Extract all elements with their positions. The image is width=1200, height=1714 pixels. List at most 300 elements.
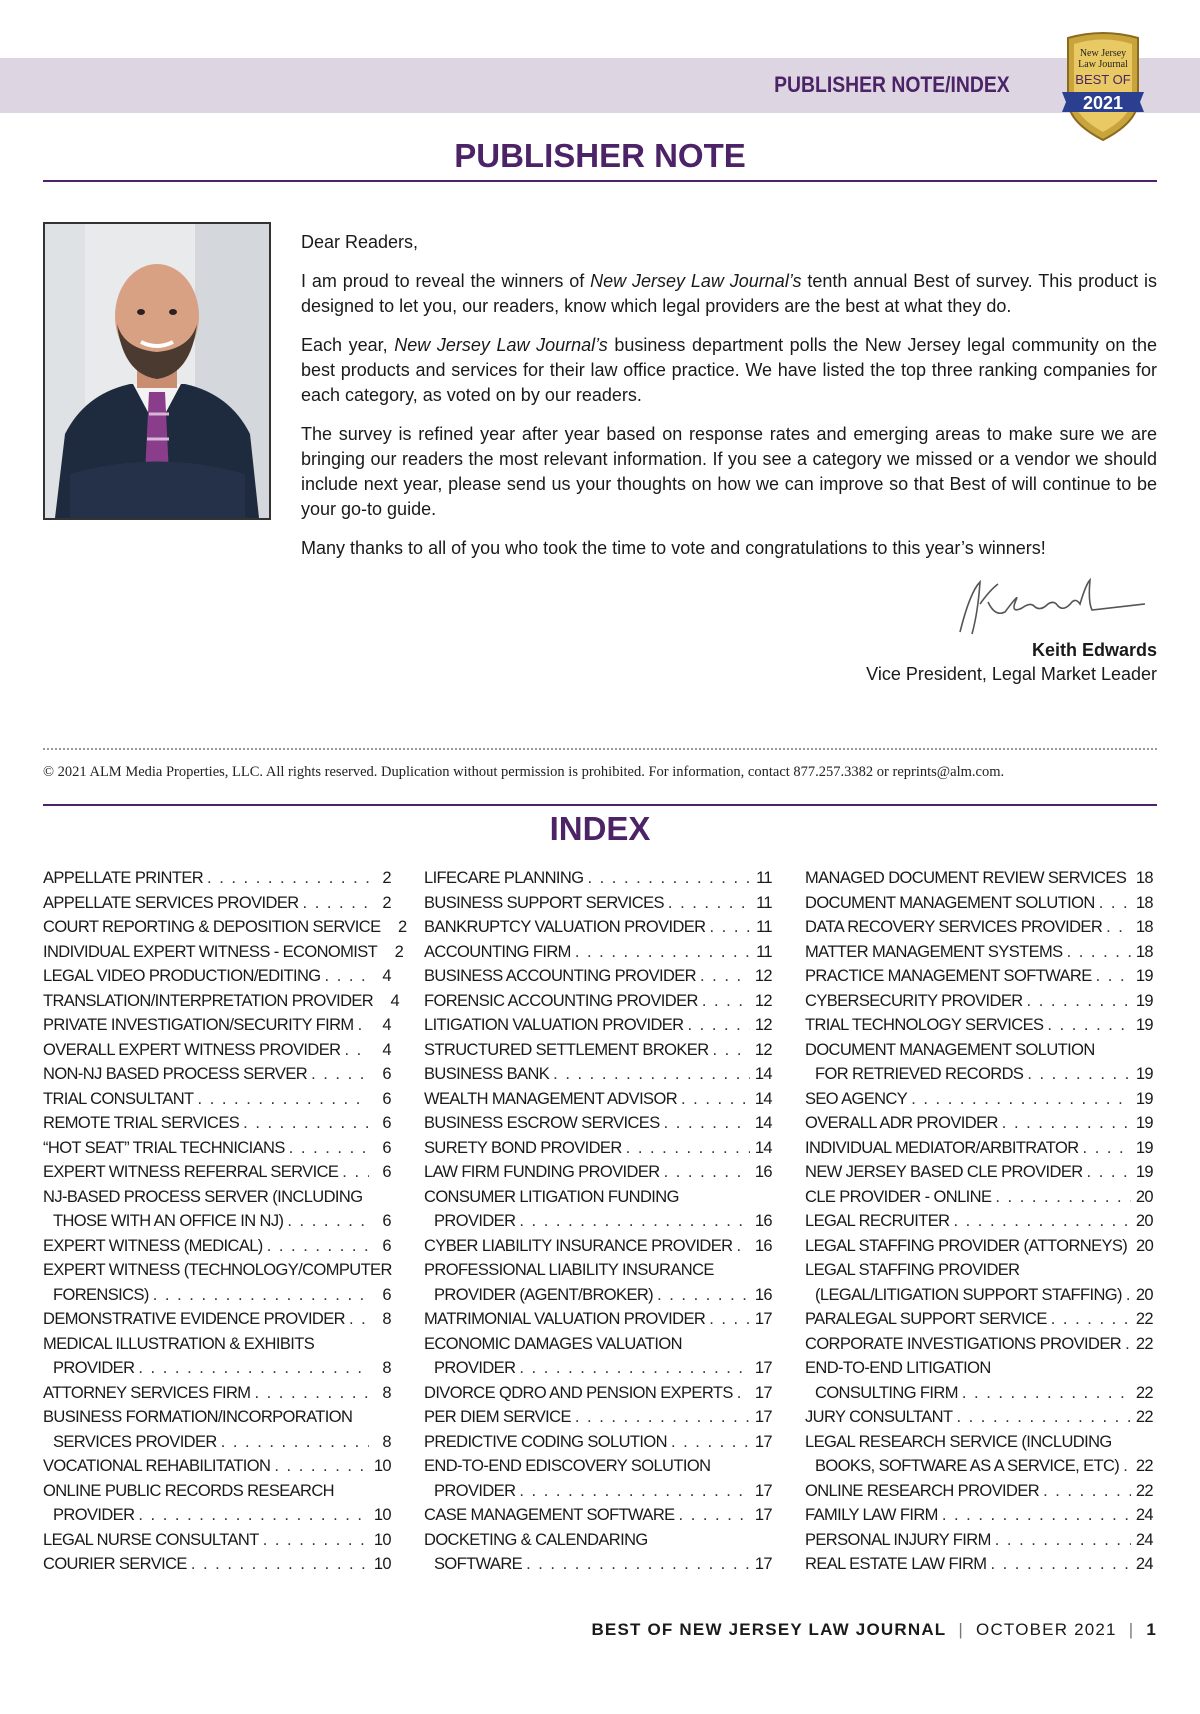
index-entry-label: SERVICES PROVIDER — [53, 1432, 217, 1451]
index-entry — [424, 1552, 772, 1577]
index-entry-label: REMOTE TRIAL SERVICES — [43, 1114, 240, 1132]
index-entry-page: 6 — [382, 1089, 391, 1108]
index-entry-label: OVERALL EXPERT WITNESS PROVIDER — [43, 1040, 341, 1059]
index-entry — [43, 1405, 391, 1430]
index-leader-dots — [519, 1479, 750, 1504]
index-entry — [43, 1381, 391, 1406]
index-entry — [424, 891, 772, 916]
index-entry — [424, 1234, 772, 1259]
index-entry-page: 14 — [754, 1114, 772, 1132]
index-entry-page: 17 — [754, 1383, 772, 1402]
index-entry-page: 17 — [754, 1310, 772, 1328]
index-leader-dots — [303, 891, 369, 916]
footer-separator: | — [1128, 1620, 1135, 1639]
index-entry-label: DOCUMENT MANAGEMENT SOLUTION — [805, 1040, 1095, 1059]
index-entry — [43, 1479, 391, 1504]
footer-issue: OCTOBER 2021 — [976, 1620, 1117, 1639]
index-entry — [805, 940, 1153, 965]
index-entry-page: 6 — [382, 1065, 391, 1083]
index-entry — [424, 940, 772, 965]
index-entry-page: 6 — [382, 1138, 391, 1157]
footer-separator: | — [958, 1620, 965, 1639]
index-entry-page: 4 — [382, 967, 391, 985]
index-leader-dots — [1099, 891, 1131, 916]
index-entry-page: 22 — [1135, 1334, 1153, 1353]
index-entry — [43, 1136, 391, 1161]
index-entry-label: REAL ESTATE LAW FIRM — [805, 1555, 987, 1573]
index-entry-label: LIFECARE PLANNING — [424, 869, 584, 887]
index-entry-page: 19 — [1135, 1163, 1153, 1181]
index-entry — [424, 1356, 772, 1381]
index-column-3 — [805, 866, 1153, 1577]
index-leader-dots — [1087, 1160, 1131, 1185]
index-leader-dots — [526, 1552, 750, 1577]
index-entry-label: BOOKS, SOFTWARE AS A SERVICE, ETC) — [815, 1457, 1120, 1475]
page-footer — [591, 1620, 1157, 1640]
index-entry — [43, 1062, 391, 1087]
index-entry — [424, 1111, 772, 1136]
index-entry — [43, 1111, 391, 1136]
index-leader-dots — [1106, 915, 1131, 940]
index-entry — [424, 1038, 772, 1063]
index-entry-label: MATRIMONIAL VALUATION PROVIDER — [424, 1310, 706, 1328]
index-leader-dots — [942, 1503, 1131, 1528]
index-entry-label: NON-NJ BASED PROCESS SERVER — [43, 1065, 308, 1083]
index-entry-page: 19 — [1135, 1089, 1153, 1108]
index-entry — [424, 1528, 772, 1553]
index-entry-label: BUSINESS ACCOUNTING PROVIDER — [424, 967, 696, 985]
index-entry-label: INDIVIDUAL MEDIATOR/ARBITRATOR — [805, 1138, 1079, 1157]
index-entry-page: 11 — [756, 942, 772, 961]
index-leader-dots — [995, 1185, 1131, 1210]
index-leader-dots — [626, 1136, 750, 1161]
index-entry — [424, 1479, 772, 1504]
index-entry-label: THOSE WITH AN OFFICE IN NJ) — [53, 1212, 284, 1230]
index-entry-page: 12 — [754, 1040, 772, 1059]
index-leader-dots — [138, 1503, 369, 1528]
index-entry-page: 20 — [1135, 1187, 1153, 1206]
index-title: INDEX — [549, 810, 651, 847]
letter-greeting: Dear Readers, — [301, 232, 419, 252]
index-leader-dots — [587, 866, 750, 891]
letter-paragraph-2: Each year, New Jersey Law Journal’s business department polls the New Jersey legal community on the best products and services for their law office practice. We have listed the top three ranking companies for each category, as voted on by our readers. — [301, 335, 1157, 405]
index-leader-dots — [289, 1136, 369, 1161]
index-entry — [43, 1013, 391, 1038]
index-entry-label: PRIVATE INVESTIGATION/SECURITY FIRM — [43, 1016, 354, 1034]
publisher-note-title: PUBLISHER NOTE — [454, 137, 746, 174]
index-entry — [805, 891, 1153, 916]
index-entry — [805, 1062, 1153, 1087]
index-entry-page: 24 — [1135, 1530, 1153, 1549]
index-entry-page: 17 — [754, 1408, 772, 1426]
index-entry-label: MEDICAL ILLUSTRATION & EXHIBITS — [43, 1334, 315, 1353]
index-column-2 — [424, 866, 772, 1577]
index-leader-dots — [664, 1111, 750, 1136]
header-band — [0, 58, 1200, 113]
index-leader-dots — [575, 1405, 750, 1430]
index-entry-page: 18 — [1135, 869, 1153, 887]
index-leader-dots — [254, 1381, 369, 1406]
index-entry-label: COURT REPORTING & DEPOSITION SERVICE — [43, 918, 381, 936]
index-entry-label: CORPORATE INVESTIGATIONS PROVIDER — [805, 1334, 1122, 1353]
index-entry-label: JURY CONSULTANT — [805, 1408, 953, 1426]
signer-title: Vice President, Legal Market Leader — [866, 664, 1157, 684]
index-entry — [805, 1111, 1153, 1136]
index-entry — [805, 1013, 1153, 1038]
index-entry-label: EXPERT WITNESS (MEDICAL) — [43, 1236, 263, 1255]
badge-year: 2021 — [1082, 93, 1124, 113]
index-entry-label: ECONOMIC DAMAGES VALUATION — [424, 1334, 682, 1353]
index-entry-page: 11 — [756, 893, 772, 912]
index-entry — [43, 1528, 391, 1553]
index-entry — [805, 915, 1153, 940]
index-leader-dots — [1047, 1013, 1131, 1038]
index-entry-page: 2 — [397, 918, 407, 936]
index-entry — [43, 1356, 391, 1381]
index-entry-label: CYBERSECURITY PROVIDER — [805, 991, 1023, 1010]
badge-line2: Law Journal — [1078, 59, 1128, 70]
index-leader-dots — [287, 1209, 369, 1234]
index-leader-dots — [519, 1356, 750, 1381]
index-entry-page: 16 — [754, 1163, 772, 1181]
index-leader-dots — [243, 1111, 369, 1136]
index-entry-label: SEO AGENCY — [805, 1089, 908, 1108]
index-entry — [43, 1087, 391, 1112]
index-entry-page: 11 — [756, 918, 772, 936]
index-entry-page: 6 — [382, 1285, 391, 1304]
index-entry-label: PROVIDER — [53, 1506, 135, 1524]
index-entry-label: ONLINE PUBLIC RECORDS RESEARCH — [43, 1481, 334, 1500]
index-entry — [805, 1381, 1153, 1406]
index-entry-label: DOCKETING & CALENDARING — [424, 1530, 648, 1549]
index-leader-dots — [1126, 1283, 1131, 1308]
index-entry-label: PARALEGAL SUPPORT SERVICE — [805, 1310, 1047, 1328]
index-entry-label: END-TO-END EDISCOVERY SOLUTION — [424, 1457, 711, 1475]
index-entry — [424, 915, 772, 940]
index-entry-label: LEGAL RESEARCH SERVICE (INCLUDING — [805, 1432, 1112, 1451]
index-entry-page: 8 — [382, 1383, 391, 1402]
index-leader-dots — [311, 1062, 369, 1087]
index-entry-page: 6 — [382, 1163, 391, 1181]
index-entry-label: BUSINESS SUPPORT SERVICES — [424, 893, 664, 912]
index-entry — [43, 1503, 391, 1528]
index-entry-label: PROVIDER (AGENT/BROKER) — [434, 1285, 654, 1304]
index-leader-dots — [1123, 1454, 1131, 1479]
index-rule — [43, 804, 1157, 806]
best-of-badge-icon — [1058, 30, 1148, 142]
index-entry-label: LAW FIRM FUNDING PROVIDER — [424, 1163, 660, 1181]
index-entry-page: 24 — [1135, 1506, 1153, 1524]
index-entry-page: 10 — [373, 1506, 391, 1524]
index-entry-label: DOCUMENT MANAGEMENT SOLUTION — [805, 893, 1095, 912]
index-entry-label: PREDICTIVE CODING SOLUTION — [424, 1432, 667, 1451]
index-leader-dots — [1096, 964, 1131, 989]
index-entry — [805, 1430, 1153, 1455]
index-leader-dots — [962, 1381, 1131, 1406]
index-entry-label: APPELLATE PRINTER — [43, 869, 204, 887]
index-entry-page: 17 — [754, 1481, 772, 1500]
index-leader-dots — [267, 1234, 369, 1259]
index-entry-page: 14 — [754, 1138, 772, 1157]
index-entry-page: 19 — [1135, 1065, 1153, 1083]
index-entry-label: PROFESSIONAL LIABILITY INSURANCE — [424, 1261, 714, 1279]
index-entry — [43, 964, 391, 989]
index-entry — [424, 1209, 772, 1234]
index-leader-dots — [956, 1405, 1131, 1430]
index-entry-page: 14 — [754, 1065, 772, 1083]
letter-paragraph-1: I am proud to reveal the winners of New Jersey Law Journal’s tenth annual Best of survey. This product is designed to let you, our readers, know which legal providers are the best at what they do. — [301, 271, 1157, 316]
index-entry — [43, 1038, 391, 1063]
index-entry — [805, 964, 1153, 989]
index-entry-label: EXPERT WITNESS REFERRAL SERVICE — [43, 1163, 339, 1181]
badge-line3: BEST OF — [1075, 72, 1131, 87]
index-entry — [805, 1332, 1153, 1357]
index-entry — [43, 1185, 391, 1210]
index-entry-label: BUSINESS ESCROW SERVICES — [424, 1114, 660, 1132]
index-entry — [805, 1528, 1153, 1553]
index-entry-label: LEGAL VIDEO PRODUCTION/EDITING — [43, 967, 321, 985]
index-entry — [424, 1503, 772, 1528]
index-entry-label: FOR RETRIEVED RECORDS — [815, 1065, 1024, 1083]
index-entry-page: 22 — [1135, 1383, 1153, 1402]
index-entry-page: 17 — [754, 1432, 772, 1451]
index-entry-page: 16 — [754, 1212, 772, 1230]
index-entry — [424, 989, 772, 1014]
index-leader-dots — [1002, 1111, 1131, 1136]
index-entry-page: 2 — [382, 893, 391, 912]
index-leader-dots — [709, 1307, 750, 1332]
index-entry — [805, 1209, 1153, 1234]
index-leader-dots — [995, 1528, 1131, 1553]
index-entry-label: PROVIDER — [434, 1212, 516, 1230]
index-entry — [805, 866, 1153, 891]
index-entry-page: 22 — [1135, 1310, 1153, 1328]
index-entry-page: 22 — [1135, 1408, 1153, 1426]
index-entry — [424, 1283, 772, 1308]
index-leader-dots — [990, 1552, 1131, 1577]
index-entry — [43, 1307, 391, 1332]
index-leader-dots — [198, 1087, 369, 1112]
index-entry — [43, 1454, 391, 1479]
index-entry-page: 11 — [756, 869, 772, 887]
index-leader-dots — [668, 891, 750, 916]
publisher-photo — [43, 222, 271, 520]
index-leader-dots — [519, 1209, 750, 1234]
index-entry — [805, 1283, 1153, 1308]
index-leader-dots — [325, 964, 369, 989]
index-entry — [424, 1062, 772, 1087]
index-entry-label: ONLINE RESEARCH PROVIDER — [805, 1481, 1040, 1500]
index-entry — [805, 1503, 1153, 1528]
index-entry — [805, 1479, 1153, 1504]
index-leader-dots — [1067, 940, 1131, 965]
index-leader-dots — [575, 940, 750, 965]
index-leader-dots — [1125, 1332, 1131, 1357]
index-entry — [43, 866, 391, 891]
index-entry-label: LEGAL NURSE CONSULTANT — [43, 1530, 259, 1549]
index-entry-page: 4 — [390, 991, 400, 1010]
index-entry-label: EXPERT WITNESS (TECHNOLOGY/COMPUTER — [43, 1261, 392, 1279]
index-entry — [805, 1258, 1153, 1283]
index-entry-label: OVERALL ADR PROVIDER — [805, 1114, 998, 1132]
index-entry-label: NEW JERSEY BASED CLE PROVIDER — [805, 1163, 1083, 1181]
index-entry-page: 22 — [1135, 1457, 1153, 1475]
index-entry-page: 12 — [754, 1016, 772, 1034]
index-entry-page: 12 — [754, 967, 772, 985]
index-entry — [424, 866, 772, 891]
index-entry-label: BUSINESS BANK — [424, 1065, 550, 1083]
index-entry — [805, 1136, 1153, 1161]
index-entry — [805, 1356, 1153, 1381]
index-entry-page: 17 — [754, 1359, 772, 1377]
index-entry-label: PER DIEM SERVICE — [424, 1408, 571, 1426]
index-entry-label: LEGAL RECRUITER — [805, 1212, 950, 1230]
index-entry-label: LEGAL STAFFING PROVIDER — [805, 1261, 1020, 1279]
index-entry — [805, 1552, 1153, 1577]
index-entry-label: COURIER SERVICE — [43, 1555, 187, 1573]
index-entry-page: 19 — [1135, 967, 1153, 985]
index-entry — [424, 1405, 772, 1430]
index-entry — [805, 1454, 1153, 1479]
index-entry-label: TRIAL TECHNOLOGY SERVICES — [805, 1016, 1044, 1034]
index-leader-dots — [207, 866, 369, 891]
index-entry-label: FORENSICS) — [53, 1285, 149, 1304]
index-entry-page: 8 — [382, 1310, 391, 1328]
index-entry-label: SOFTWARE — [434, 1555, 523, 1573]
index-entry-label: SURETY BOND PROVIDER — [424, 1138, 622, 1157]
index-leader-dots — [138, 1356, 369, 1381]
index-entry — [805, 989, 1153, 1014]
index-entry-page: 19 — [1135, 1114, 1153, 1132]
index-entry-label: TRIAL CONSULTANT — [43, 1089, 194, 1108]
index-entry — [424, 964, 772, 989]
index-leader-dots — [713, 1038, 750, 1063]
index-leader-dots — [911, 1087, 1131, 1112]
index-entry-page: 19 — [1135, 991, 1153, 1010]
index-entry-label: ACCOUNTING FIRM — [424, 942, 571, 961]
index-entry-page: 12 — [754, 991, 772, 1010]
footer-page-number: 1 — [1146, 1620, 1157, 1639]
index-entry-label: CYBER LIABILITY INSURANCE PROVIDER — [424, 1236, 733, 1255]
letter-paragraph-4: Many thanks to all of you who took the time to vote and congratulations to this year’s winners! — [301, 538, 1046, 558]
index-entry-page: 4 — [382, 1040, 391, 1059]
index-entry-label: CLE PROVIDER - ONLINE — [805, 1187, 992, 1206]
index-entry-page: 6 — [382, 1212, 391, 1230]
index-entry — [424, 1160, 772, 1185]
letter-body — [301, 230, 1157, 575]
index-leader-dots — [1083, 1136, 1131, 1161]
index-leader-dots — [679, 1503, 750, 1528]
index-leader-dots — [349, 1307, 369, 1332]
index-entry-page: 19 — [1135, 1016, 1153, 1034]
index-entry-label: CONSULTING FIRM — [815, 1383, 958, 1402]
index-leader-dots — [737, 1381, 750, 1406]
index-entry-page: 8 — [382, 1359, 391, 1377]
index-column-1 — [43, 866, 407, 1577]
index-entry-page: 19 — [1135, 1138, 1153, 1157]
index-entry — [424, 1454, 772, 1479]
index-entry — [43, 891, 391, 916]
index-entry-label: MANAGED DOCUMENT REVIEW SERVICES — [805, 869, 1127, 887]
index-entry-label: INDIVIDUAL EXPERT WITNESS - ECONOMIST — [43, 942, 378, 961]
index-leader-dots — [681, 1087, 750, 1112]
index-entry-label: DATA RECOVERY SERVICES PROVIDER — [805, 918, 1103, 936]
index-entry — [43, 1552, 391, 1577]
copyright-notice: © 2021 ALM Media Properties, LLC. All rights reserved. Duplication without permission is prohibited. For information, contact 877.257.3382 or reprints@alm.com. — [43, 764, 1005, 780]
index-entry-label: ATTORNEY SERVICES FIRM — [43, 1383, 251, 1402]
index-entry-page: 20 — [1135, 1212, 1153, 1230]
index-entry-page: 6 — [382, 1114, 391, 1132]
index-entry-page: 4 — [382, 1016, 391, 1034]
index-entry-label: LITIGATION VALUATION PROVIDER — [424, 1016, 684, 1034]
index-entry — [805, 1307, 1153, 1332]
index-entry — [424, 1013, 772, 1038]
dotted-divider — [43, 748, 1157, 750]
index-entry-page: 6 — [382, 1236, 391, 1255]
index-entry-page: 18 — [1135, 942, 1153, 961]
index-leader-dots — [687, 1013, 750, 1038]
index-entry — [805, 1405, 1153, 1430]
index-entry-label: PROVIDER — [434, 1359, 516, 1377]
index-entry — [424, 1185, 772, 1210]
index-entry-label: FORENSIC ACCOUNTING PROVIDER — [424, 991, 698, 1010]
index-entry-page: 10 — [373, 1555, 391, 1573]
index-leader-dots — [344, 1038, 369, 1063]
index-entry — [424, 1136, 772, 1161]
index-entry-label: PERSONAL INJURY FIRM — [805, 1530, 991, 1549]
index-leader-dots — [1051, 1307, 1131, 1332]
letter-paragraph-3: The survey is refined year after year based on response rates and emerging areas to make sure we are bringing our readers the most relevant information. If you see a category we missed or a vendor we should include next year, please send us your thoughts on how we can improve so that Best of will continue to be your go-to guide. — [301, 424, 1157, 519]
index-entry-page: 24 — [1135, 1555, 1153, 1573]
index-entry-label: PROVIDER — [53, 1359, 135, 1377]
index-entry-label: CASE MANAGEMENT SOFTWARE — [424, 1506, 675, 1524]
index-entry-label: STRUCTURED SETTLEMENT BROKER — [424, 1040, 709, 1059]
index-entry — [424, 1258, 772, 1283]
index-entry-label: TRANSLATION/INTERPRETATION PROVIDER — [43, 991, 374, 1010]
index-entry — [424, 1332, 772, 1357]
index-entry-page: 18 — [1135, 893, 1153, 912]
index-leader-dots — [1027, 1062, 1131, 1087]
index-entry-label: CONSUMER LITIGATION FUNDING — [424, 1187, 679, 1206]
index-leader-dots — [274, 1454, 369, 1479]
index-entry-label: MATTER MANAGEMENT SYSTEMS — [805, 942, 1063, 961]
index-entry-label: BANKRUPTCY VALUATION PROVIDER — [424, 918, 706, 936]
index-leader-dots — [342, 1160, 369, 1185]
index-entry — [43, 1332, 391, 1357]
index-entry-page: 2 — [382, 869, 391, 887]
index-entry — [805, 1234, 1153, 1259]
index-leader-dots — [1130, 866, 1131, 891]
index-leader-dots — [664, 1160, 750, 1185]
index-entry — [43, 1209, 391, 1234]
index-entry-page: 17 — [754, 1555, 772, 1573]
index-entry-label: BUSINESS FORMATION/INCORPORATION — [43, 1408, 353, 1426]
index-entry-label: VOCATIONAL REHABILITATION — [43, 1457, 271, 1475]
index-entry-page: 2 — [394, 942, 404, 961]
index-leader-dots — [702, 989, 750, 1014]
signature-icon — [950, 572, 1150, 642]
index-leader-dots — [953, 1209, 1131, 1234]
index-entry-page: 8 — [382, 1432, 391, 1451]
signer-name: Keith Edwards — [1031, 640, 1157, 660]
index-entry — [43, 1283, 391, 1308]
index-leader-dots — [358, 1013, 369, 1038]
index-leader-dots — [553, 1062, 750, 1087]
index-entry — [43, 1430, 391, 1455]
index-entry — [424, 1381, 772, 1406]
index-entry — [424, 1307, 772, 1332]
index-entry-label: FAMILY LAW FIRM — [805, 1506, 938, 1524]
